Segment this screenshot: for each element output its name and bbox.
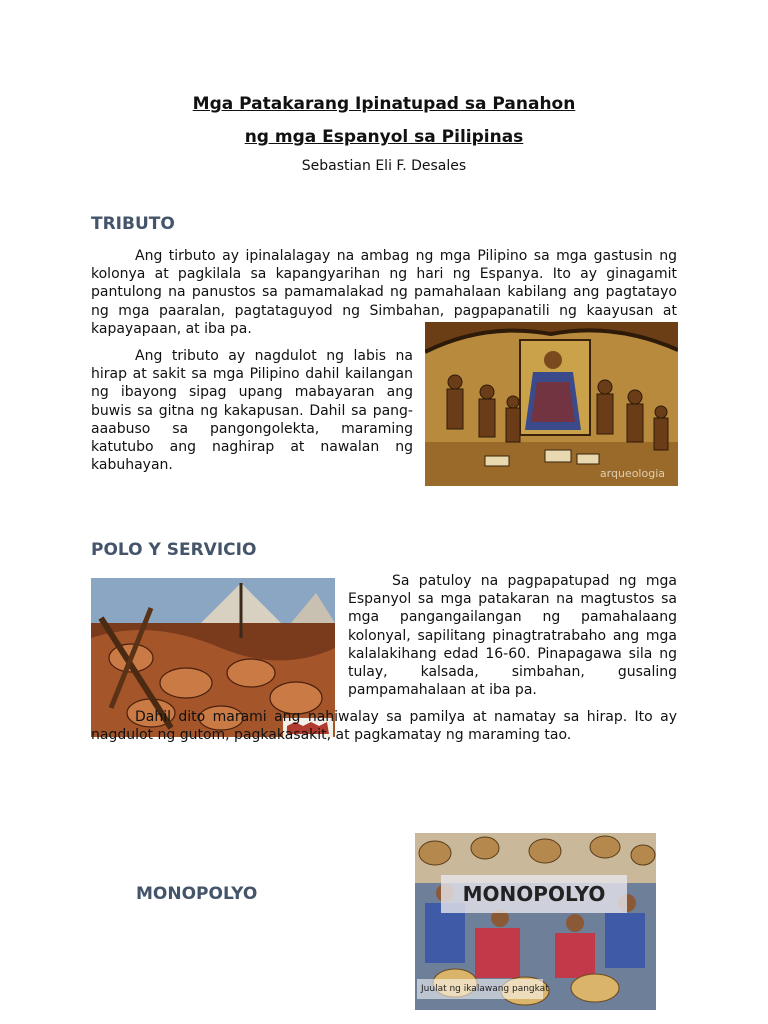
author-name: Sebastian Eli F. Desales <box>301 158 467 174</box>
polo-paragraph-2: Dahil dito marami ang nahiwalay sa pamilya at namatay sa hirap. Ito ay nagdulot ng gutom, pagkakasakit, at pagkamatay ng maraming tao. <box>91 709 677 744</box>
document-title-line2: ng mga Espanyol sa Pilipinas <box>244 127 524 147</box>
monopolyo-image-title: MONOPOLYO <box>441 875 627 913</box>
tributo-paragraph-2: Ang tributo ay nagdulot ng labis na hirap at sakit sa mga Pilipino dahil kailangan ng ibayong sipag upang mabayaran ang buwis sa gitna ng kakapusan. Dahil sa pang-aaabuso sa pangongolekta, maraming katutubo ang naghirap at nawalan ng kabuhayan. <box>91 348 413 474</box>
document-title-line1: Mga Patakarang Ipinatupad sa Panahon <box>192 94 576 114</box>
section-heading-monopolyo: MONOPOLYO <box>136 884 258 904</box>
monopolyo-image-caption: Juulat ng ikalawang pangkat <box>417 979 543 999</box>
tributo-paragraph-1: Ang tirbuto ay ipinalalagay na ambag ng mga Pilipino sa mga gastusin ng kolonya at pagkilala sa kapangyarihan ng hari ng Espanya. Ito ay ginagamit pantulong na panustos sa pamamalakad ng pamahalaan kabilang ang pagtatayo ng mga paaralan, pagtataguyod ng Simbahan, pagpapanatili ng kaayusan at kapayapaan, at iba pa. <box>91 248 677 337</box>
monopolyo-painting-image <box>415 833 656 1010</box>
section-heading-tributo: TRIBUTO <box>91 214 175 234</box>
polo-paragraph-1: Sa patuloy na pagpapatupad ng mga Espanyol sa mga patakaran na magtustos sa mga pangangailangan ng pamahalaang kolonyal, sapilitang pinagtratrabaho ang mga kalalakihang edad 16-60. Pinapagawa sila ng tulay, kalsada, simbahan, gusaling pampamahalaan at iba pa. <box>348 573 677 699</box>
tributo-painting-image <box>425 322 678 486</box>
tributo-image-watermark: arqueologia <box>599 467 665 480</box>
section-heading-polo: POLO Y SERVICIO <box>91 540 257 560</box>
